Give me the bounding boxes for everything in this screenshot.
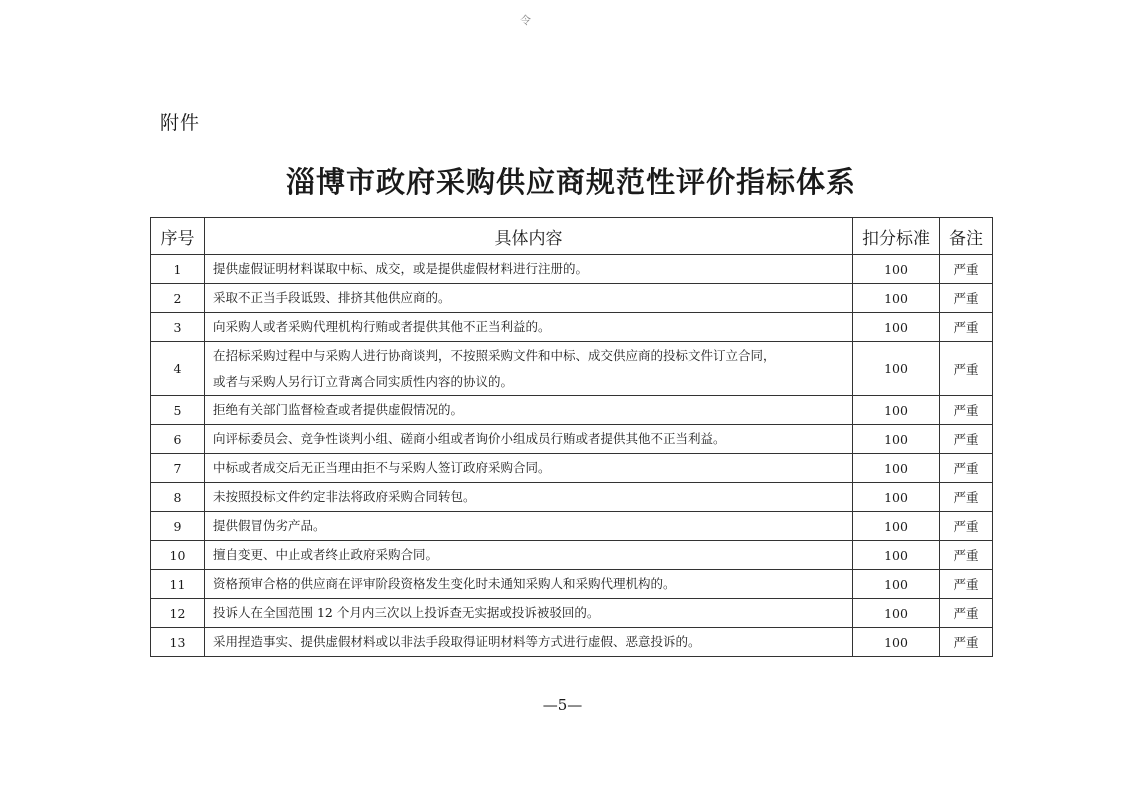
- row-score: 100: [853, 599, 940, 628]
- row-note: 严重: [940, 483, 993, 512]
- row-note: 严重: [940, 284, 993, 313]
- row-number: 7: [151, 454, 205, 483]
- table-row: [151, 570, 993, 599]
- table-row: [151, 599, 993, 628]
- row-number: 13: [151, 628, 205, 657]
- row-note: 严重: [940, 255, 993, 284]
- row-score: 100: [853, 541, 940, 570]
- row-content: 拒绝有关部门监督检查或者提供虚假情况的。: [205, 396, 853, 425]
- row-note: 严重: [940, 313, 993, 342]
- row-content: 采取不正当手段诋毁、排挤其他供应商的。: [205, 284, 853, 313]
- row-number: 10: [151, 541, 205, 570]
- row-number: 1: [151, 255, 205, 284]
- row-note: 严重: [940, 454, 993, 483]
- row-content: 提供虚假证明材料谋取中标、成交，或是提供虚假材料进行注册的。: [205, 255, 853, 284]
- row-content: [205, 342, 853, 396]
- row-content: 向评标委员会、竞争性谈判小组、磋商小组或者询价小组成员行贿或者提供其他不正当利益。: [205, 425, 853, 454]
- row-score: 100: [853, 628, 940, 657]
- column-header-note: 备注: [940, 218, 993, 255]
- page-number: —5—: [542, 696, 583, 714]
- row-number: 3: [151, 313, 205, 342]
- row-score: 100: [853, 342, 940, 396]
- row-note: 严重: [940, 512, 993, 541]
- table-row: [151, 342, 993, 396]
- row-content: 提供假冒伪劣产品。: [205, 512, 853, 541]
- table-row: [151, 541, 993, 570]
- row-note: 严重: [940, 599, 993, 628]
- row-number: 11: [151, 570, 205, 599]
- table-row: [151, 425, 993, 454]
- row-score: 100: [853, 425, 940, 454]
- evaluation-table: [150, 217, 993, 657]
- row-note: 严重: [940, 425, 993, 454]
- row-content: 未按照投标文件约定非法将政府采购合同转包。: [205, 483, 853, 512]
- row-content: 资格预审合格的供应商在评审阶段资格发生变化时未通知采购人和采购代理机构的。: [205, 570, 853, 599]
- row-score: 100: [853, 255, 940, 284]
- table-header-row: [151, 218, 993, 255]
- table-row: [151, 483, 993, 512]
- table-row: [151, 255, 993, 284]
- row-score: 100: [853, 512, 940, 541]
- row-note: 严重: [940, 628, 993, 657]
- table-row: [151, 313, 993, 342]
- attachment-label: 附件: [160, 112, 201, 134]
- table-row: [151, 284, 993, 313]
- table-row: [151, 512, 993, 541]
- row-number: 5: [151, 396, 205, 425]
- row-number: 2: [151, 284, 205, 313]
- row-score: 100: [853, 313, 940, 342]
- row-content: 向采购人或者采购代理机构行贿或者提供其他不正当利益的。: [205, 313, 853, 342]
- row-number: 9: [151, 512, 205, 541]
- row-score: 100: [853, 396, 940, 425]
- column-header-score: 扣分标准: [853, 218, 940, 255]
- row-score: 100: [853, 483, 940, 512]
- row-note: 严重: [940, 541, 993, 570]
- row-number: 6: [151, 425, 205, 454]
- table-row: [151, 628, 993, 657]
- table-row: [151, 454, 993, 483]
- document-title: 淄博市政府采购供应商规范性评价指标体系: [285, 165, 856, 199]
- row-content: 中标或者成交后无正当理由拒不与采购人签订政府采购合同。: [205, 454, 853, 483]
- row-content-line: 在招标采购过程中与采购人进行协商谈判，不按照采购文件和中标、成交供应商的投标文件订立合同，: [213, 347, 776, 363]
- row-score: 100: [853, 284, 940, 313]
- row-score: 100: [853, 454, 940, 483]
- row-number: 4: [151, 342, 205, 396]
- row-content: 擅自变更、中止或者终止政府采购合同。: [205, 541, 853, 570]
- row-note: 严重: [940, 396, 993, 425]
- scan-mark: 令: [520, 14, 531, 27]
- row-content: 采用捏造事实、提供虚假材料或以非法手段取得证明材料等方式进行虚假、恶意投诉的。: [205, 628, 853, 657]
- row-score: 100: [853, 570, 940, 599]
- row-note: 严重: [940, 570, 993, 599]
- row-number: 12: [151, 599, 205, 628]
- column-header-content: 具体内容: [205, 218, 853, 255]
- table-row: [151, 396, 993, 425]
- column-header-no: 序号: [151, 218, 205, 255]
- row-content: 投诉人在全国范围 12 个月内三次以上投诉查无实据或投诉被驳回的。: [205, 599, 853, 628]
- row-note: 严重: [940, 342, 993, 396]
- row-content-line: 或者与采购人另行订立背离合同实质性内容的协议的。: [213, 373, 514, 389]
- row-number: 8: [151, 483, 205, 512]
